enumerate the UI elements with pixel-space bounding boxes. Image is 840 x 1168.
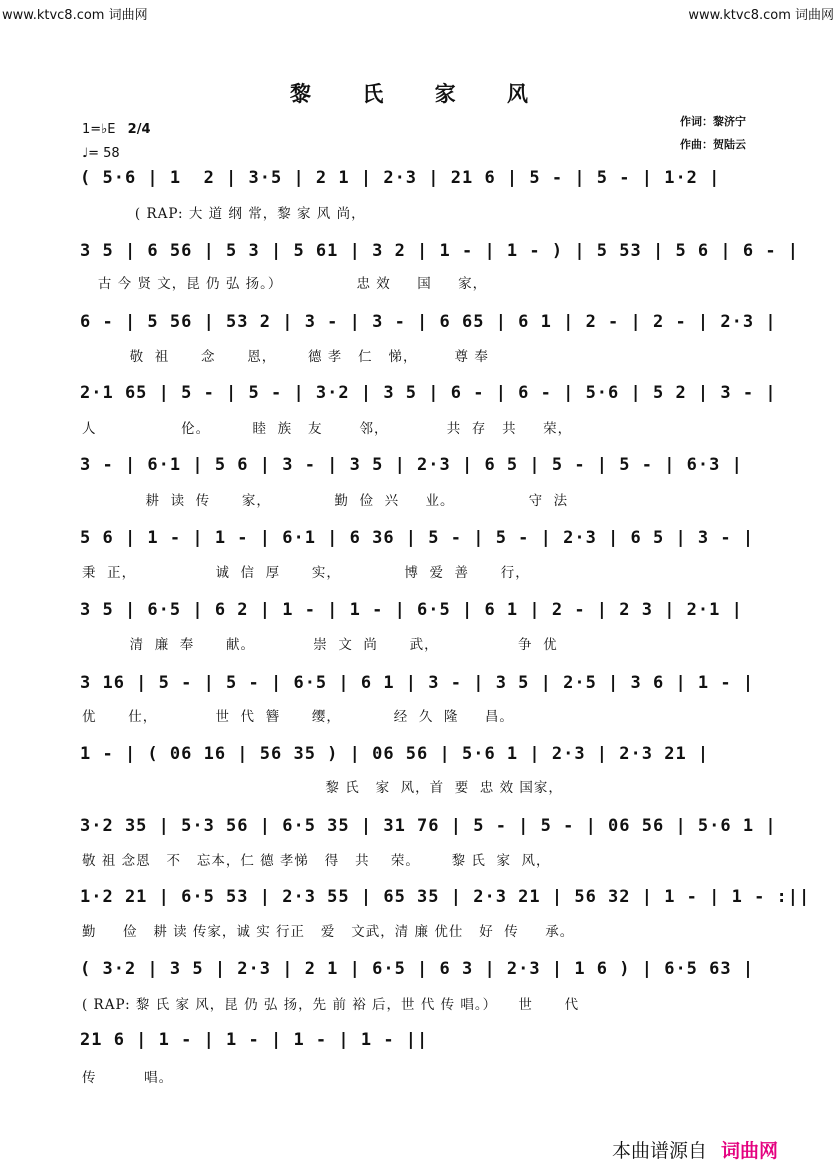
score-line-9: 1 - | ( 06 16 | 56 35 ) | 06 56 | 5·6 1 | 2·3 | 2·3 21 |: [80, 744, 710, 764]
lyric-line-11: 勤 俭 耕 读 传家，诚 实 行正 爱 文武，清 廉 优仕 好 传 承。: [82, 924, 575, 940]
footer-site-logo[interactable]: 词曲网: [721, 1140, 779, 1162]
score-line-2: 3 5 | 6 56 | 5 3 | 5 61 | 3 2 | 1 - | 1 - ) | 5 53 | 5 6 | 6 - |: [80, 241, 800, 261]
song-title: 黎 氏 家 风: [290, 81, 550, 106]
score-line-5: 3 - | 6·1 | 5 6 | 3 - | 3 5 | 2·3 | 6 5 | 5 - | 5 - | 6·3 |: [80, 455, 743, 475]
key-label: 1=♭E: [82, 122, 116, 137]
score-line-8: 3 16 | 5 - | 5 - | 6·5 | 6 1 | 3 - | 3 5 | 2·5 | 3 6 | 1 - |: [80, 673, 755, 693]
score-line-4: 2·1 65 | 5 - | 5 - | 3·2 | 3 5 | 6 - | 6 - | 5·6 | 5 2 | 3 - |: [80, 383, 777, 403]
lyric-line-12: ( RAP: 黎 氏 家 风，昆 仍 弘 扬，先 前 裕 后，世 代 传 唱。） 世 代: [82, 997, 580, 1013]
lyric-line-5: 耕 读 传 家， 勤 俭 兴 业。 守 法: [82, 493, 569, 509]
header-watermark-left: www.ktvc8.com 词曲网: [2, 8, 148, 23]
key-signature: [82, 122, 151, 137]
footer-source: [612, 1136, 778, 1163]
lyricist-credit: 作词：黎济宁: [680, 115, 746, 128]
footer-source-text: 本曲谱源自: [612, 1140, 708, 1162]
score-line-1: ( 5·6 | 1 2 | 3·5 | 2 1 | 2·3 | 21 6 | 5 - | 5 - | 1·2 |: [80, 168, 721, 188]
score-line-12: ( 3·2 | 3 5 | 2·3 | 2 1 | 6·5 | 6 3 | 2·3 | 1 6 ) | 6·5 63 |: [80, 959, 755, 979]
lyric-line-3: 敬 祖 念 恩， 德 孝 仁 悌， 尊 奉: [82, 349, 489, 365]
score-line-11: 1·2 21 | 6·5 53 | 2·3 55 | 65 35 | 2·3 21 | 56 32 | 1 - | 1 - :||: [80, 887, 811, 907]
score-line-7: 3 5 | 6·5 | 6 2 | 1 - | 1 - | 6·5 | 6 1 | 2 - | 2 3 | 2·1 |: [80, 600, 743, 620]
lyric-line-13: 传 唱。: [82, 1070, 174, 1086]
lyric-line-1: ( RAP: 大 道 纲 常，黎 家 风 尚，: [82, 206, 366, 222]
score-line-3: 6 - | 5 56 | 53 2 | 3 - | 3 - | 6 65 | 6 1 | 2 - | 2 - | 2·3 |: [80, 312, 777, 332]
header-watermark-right: www.ktvc8.com 词曲网: [688, 8, 834, 23]
lyric-line-2: 古 今 贤 文，昆 仍 弘 扬。） 忠 效 国 家，: [82, 276, 488, 292]
lyric-line-9: 黎 氏 家 风，首 要 忠 效 国家，: [82, 780, 563, 796]
lyric-line-8: 优 仕， 世 代 簪 缨， 经 久 隆 昌。: [82, 709, 514, 725]
score-line-13: 21 6 | 1 - | 1 - | 1 - | 1 - ||: [80, 1030, 429, 1050]
score-line-6: 5 6 | 1 - | 1 - | 6·1 | 6 36 | 5 - | 5 - | 2·3 | 6 5 | 3 - |: [80, 528, 755, 548]
lyric-line-4: 人 伦。 睦 族 友 邻， 共 存 共 荣，: [82, 421, 573, 437]
lyric-line-7: 清 廉 奉 献。 崇 文 尚 武， 争 优: [82, 637, 558, 653]
score-line-10: 3·2 35 | 5·3 56 | 6·5 35 | 31 76 | 5 - | 5 - | 06 56 | 5·6 1 |: [80, 816, 777, 836]
lyric-line-10: 敬 祖 念恩 不 忘本，仁 德 孝悌 得 共 荣。 黎 氏 家 风，: [82, 853, 551, 869]
composer-credit: 作曲：贺陆云: [680, 138, 746, 151]
lyric-line-6: 秉 正， 诚 信 厚 实， 博 爱 善 行，: [82, 565, 530, 581]
time-signature: 2/4: [127, 122, 151, 137]
tempo-mark: ♩= 58: [82, 146, 120, 161]
